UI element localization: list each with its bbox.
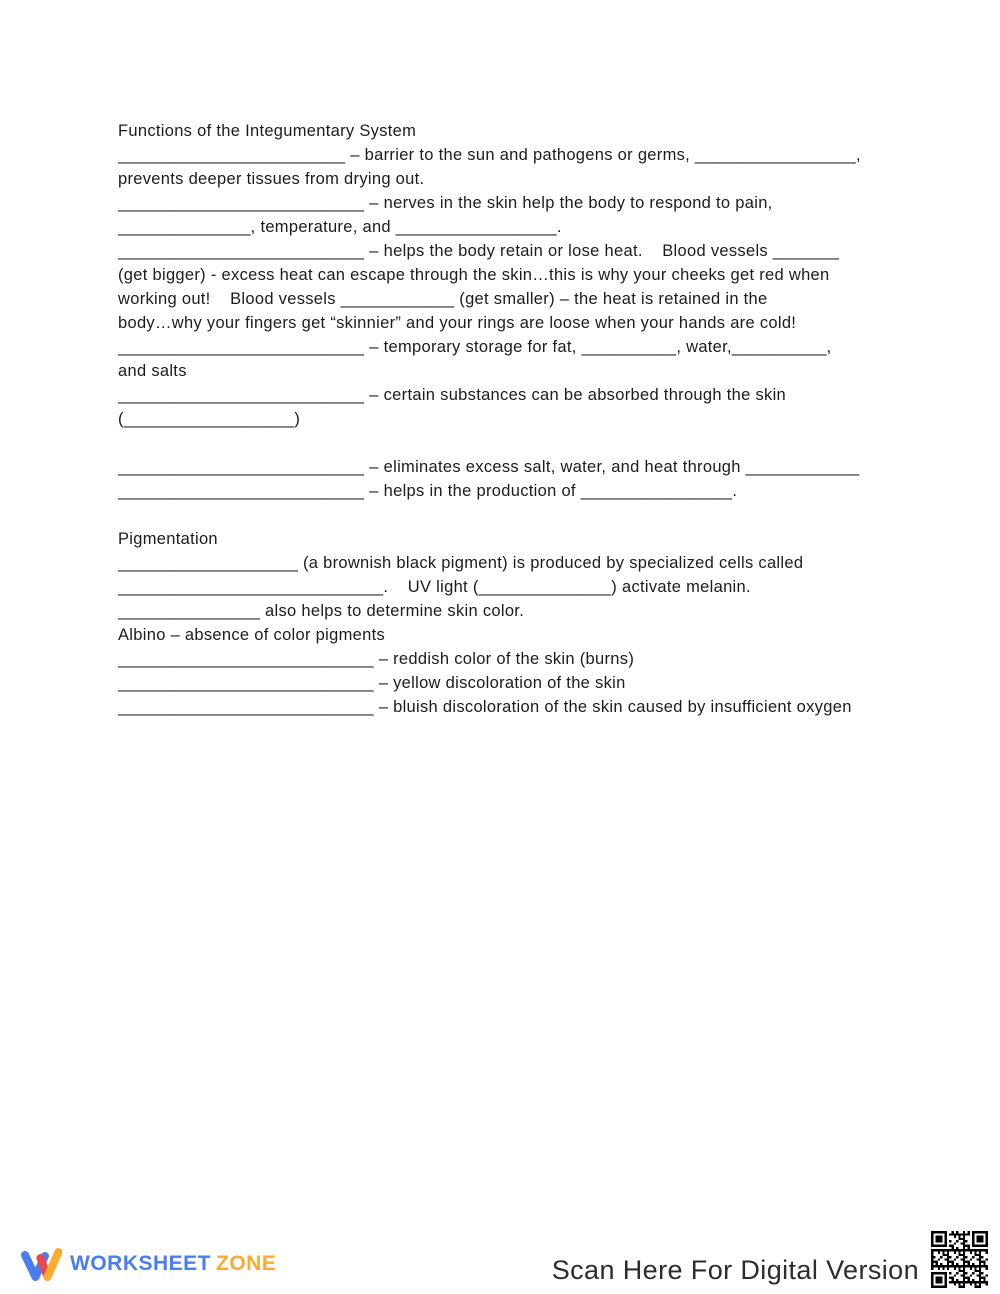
section-heading-functions: Functions of the Integumentary System <box>118 122 417 140</box>
document-line: ________________________ – barrier to the sun and pathogens or germs, _________________, <box>118 146 861 164</box>
document-line: __________________________ – temporary storage for fat, __________, water,__________, <box>118 338 832 356</box>
document-line: ___________________________ – reddish color of the skin (burns) <box>118 650 635 668</box>
document-line: working out! Blood vessels ____________ (get smaller) – the heat is retained in the <box>118 290 768 308</box>
worksheet-body <box>118 119 893 719</box>
document-line: body…why your fingers get “skinnier” and your rings are loose when your hands are cold! <box>118 314 797 332</box>
document-line: ___________________________ – bluish discoloration of the skin caused by insufficient oxygen <box>118 698 852 716</box>
blank-spacer-line <box>118 431 893 455</box>
worksheetzone-brand <box>20 1244 276 1288</box>
document-line: ___________________ (a brownish black pigment) is produced by specialized cells called <box>118 554 804 572</box>
document-line: __________________________ – certain substances can be absorbed through the skin <box>118 386 787 404</box>
document-line: __________________________ – nerves in the skin help the body to respond to pain, <box>118 194 773 212</box>
page-footer <box>0 1228 1000 1294</box>
document-line: and salts <box>118 362 187 380</box>
document-line: ____________________________. UV light (______________) activate melanin. <box>118 578 751 596</box>
scan-here-label: Scan Here For Digital Version <box>551 1255 919 1285</box>
document-line: (__________________) <box>118 410 301 428</box>
document-line: Albino – absence of color pigments <box>118 626 386 644</box>
document-line: __________________________ – helps in the production of ________________. <box>118 482 738 500</box>
worksheetzone-logo-icon <box>20 1244 62 1284</box>
document-line: prevents deeper tissues from drying out. <box>118 170 425 188</box>
document-line: ___________________________ – yellow discoloration of the skin <box>118 674 626 692</box>
brand-text <box>70 1252 276 1276</box>
document-line: __________________________ – eliminates excess salt, water, and heat through ____________ <box>118 458 860 476</box>
document-line: ______________, temperature, and _________________. <box>118 218 562 236</box>
blank-spacer-line <box>118 503 893 527</box>
brand-word-zone: ZONE <box>216 1252 277 1275</box>
document-line: _______________ also helps to determine skin color. <box>118 602 525 620</box>
qr-code-icon <box>931 1231 988 1288</box>
footer-right-group <box>552 1231 988 1288</box>
brand-word-worksheet: WORKSHEET <box>70 1252 211 1275</box>
document-line: (get bigger) - excess heat can escape through the skin…this is why your cheeks get red when <box>118 266 830 284</box>
document-line: __________________________ – helps the body retain or lose heat. Blood vessels _______ <box>118 242 840 260</box>
section-heading-pigmentation: Pigmentation <box>118 530 218 548</box>
